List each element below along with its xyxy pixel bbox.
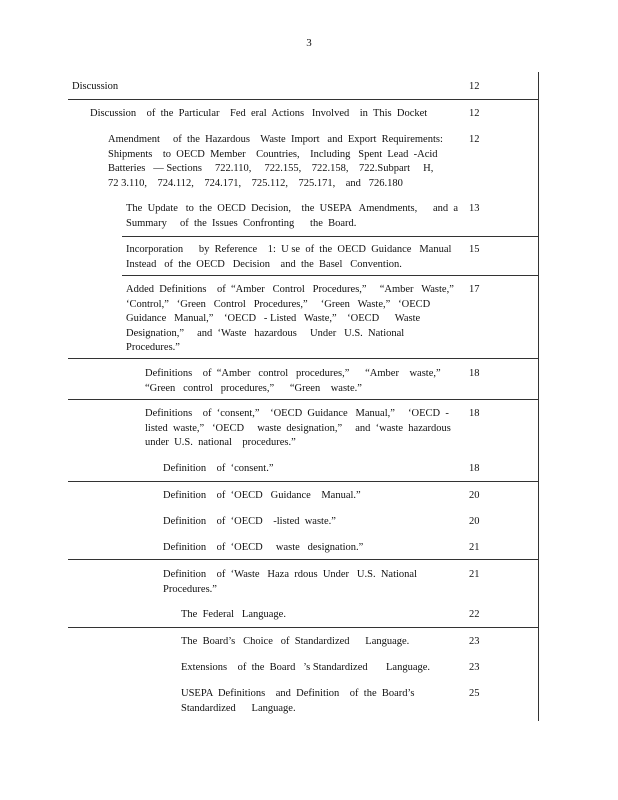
- toc-entry-def-waste-designation: Definition of ‘OECD waste designation.”: [163, 542, 364, 553]
- toc-page-number: 12: [469, 134, 480, 145]
- toc-page-number: 18: [469, 408, 480, 419]
- toc-entry-discussion: Discussion: [72, 81, 119, 92]
- toc-page-number: 21: [469, 542, 480, 553]
- toc-entry-extensions: Extensions of the Board ’s Standardized Language.: [181, 662, 431, 673]
- toc-entry-consent-definitions: Definitions of ‘consent,” ‘OECD Guidance Manual,” ‘OECD - listed waste,” ‘OECD waste designation,” and ‘waste hazardous under U.S. national procedures.”: [145, 408, 451, 448]
- row-divider: [68, 481, 539, 482]
- toc-entry-added-definitions: Added Definitions of “Amber Control Procedures,” “Amber Waste,” ‘Control,” ‘Green Control Procedures,” ‘Green Waste,” ‘OECD Guidance Manual,” ‘OECD - Listed Waste,” ‘OECD Waste Designation,” and ‘Waste hazardous Under U.S. National Procedures.”: [126, 284, 454, 353]
- toc-entry-incorporation: Incorporation by Reference 1: U se of the OECD Guidance Manual Instead of the OECD Decision and the Basel Convention.: [126, 244, 452, 270]
- toc-entry-def-listed-waste: Definition of ‘OECD -listed waste.”: [163, 516, 336, 527]
- row-divider: [68, 559, 539, 560]
- toc-entry-boards-choice: The Board’s Choice of Standardized Language.: [181, 636, 410, 647]
- toc-entry-amber-definitions: Definitions of “Amber control procedures,” “Amber waste,” “Green control procedures,” “Green waste.”: [145, 368, 441, 394]
- row-divider: [68, 627, 539, 628]
- row-divider: [122, 236, 539, 237]
- toc-page-number: 23: [469, 662, 480, 673]
- toc-page-number: 21: [469, 569, 480, 580]
- toc-page-number: 15: [469, 244, 480, 255]
- toc-page-number: 25: [469, 688, 480, 699]
- toc-entry-amendment: Amendment of the Hazardous Waste Import and Export Requirements: Shipments to OECD Member Countries, Including Spent Lead -Acid Batteries — Sections 722.110, 722.155, 722.158, 722.Subpart H, 72 3.110, 724.112, 724.171, 725.112, 725.171, and 726.180: [108, 134, 443, 189]
- right-column-rule: [538, 72, 539, 721]
- toc-page-number: 22: [469, 609, 480, 620]
- toc-page-number: 13: [469, 203, 480, 214]
- row-divider: [68, 358, 539, 359]
- toc-entry-federal-actions: Discussion of the Particular Fed eral Actions Involved in This Docket: [90, 108, 428, 119]
- toc-page-number: 20: [469, 490, 480, 501]
- toc-page-number: 17: [469, 284, 480, 295]
- toc-entry-def-consent: Definition of ‘consent.”: [163, 463, 274, 474]
- toc-page-number: 12: [469, 108, 480, 119]
- toc-entry-def-guidance-manual: Definition of ‘OECD Guidance Manual.”: [163, 490, 361, 501]
- toc-page-number: 18: [469, 368, 480, 379]
- row-divider: [68, 99, 539, 100]
- toc-entry-oecd-update: The Update to the OECD Decision, the USEPA Amendments, and a Summary of the Issues Confronting the Board.: [126, 203, 459, 229]
- toc-entry-usepa-definitions: USEPA Definitions and Definition of the Board’s Standardized Language.: [181, 688, 415, 714]
- toc-page-number: 20: [469, 516, 480, 527]
- toc-page-number: 12: [469, 81, 480, 92]
- toc-entry-def-waste-hazardous: Definition of ‘Waste Haza rdous Under U.S. National Procedures.”: [163, 569, 418, 595]
- toc-page-number: 18: [469, 463, 480, 474]
- toc-page-number: 23: [469, 636, 480, 647]
- page-number: 3: [306, 37, 312, 49]
- row-divider: [68, 399, 539, 400]
- toc-entry-federal-language: The Federal Language.: [181, 609, 286, 620]
- row-divider: [122, 275, 539, 276]
